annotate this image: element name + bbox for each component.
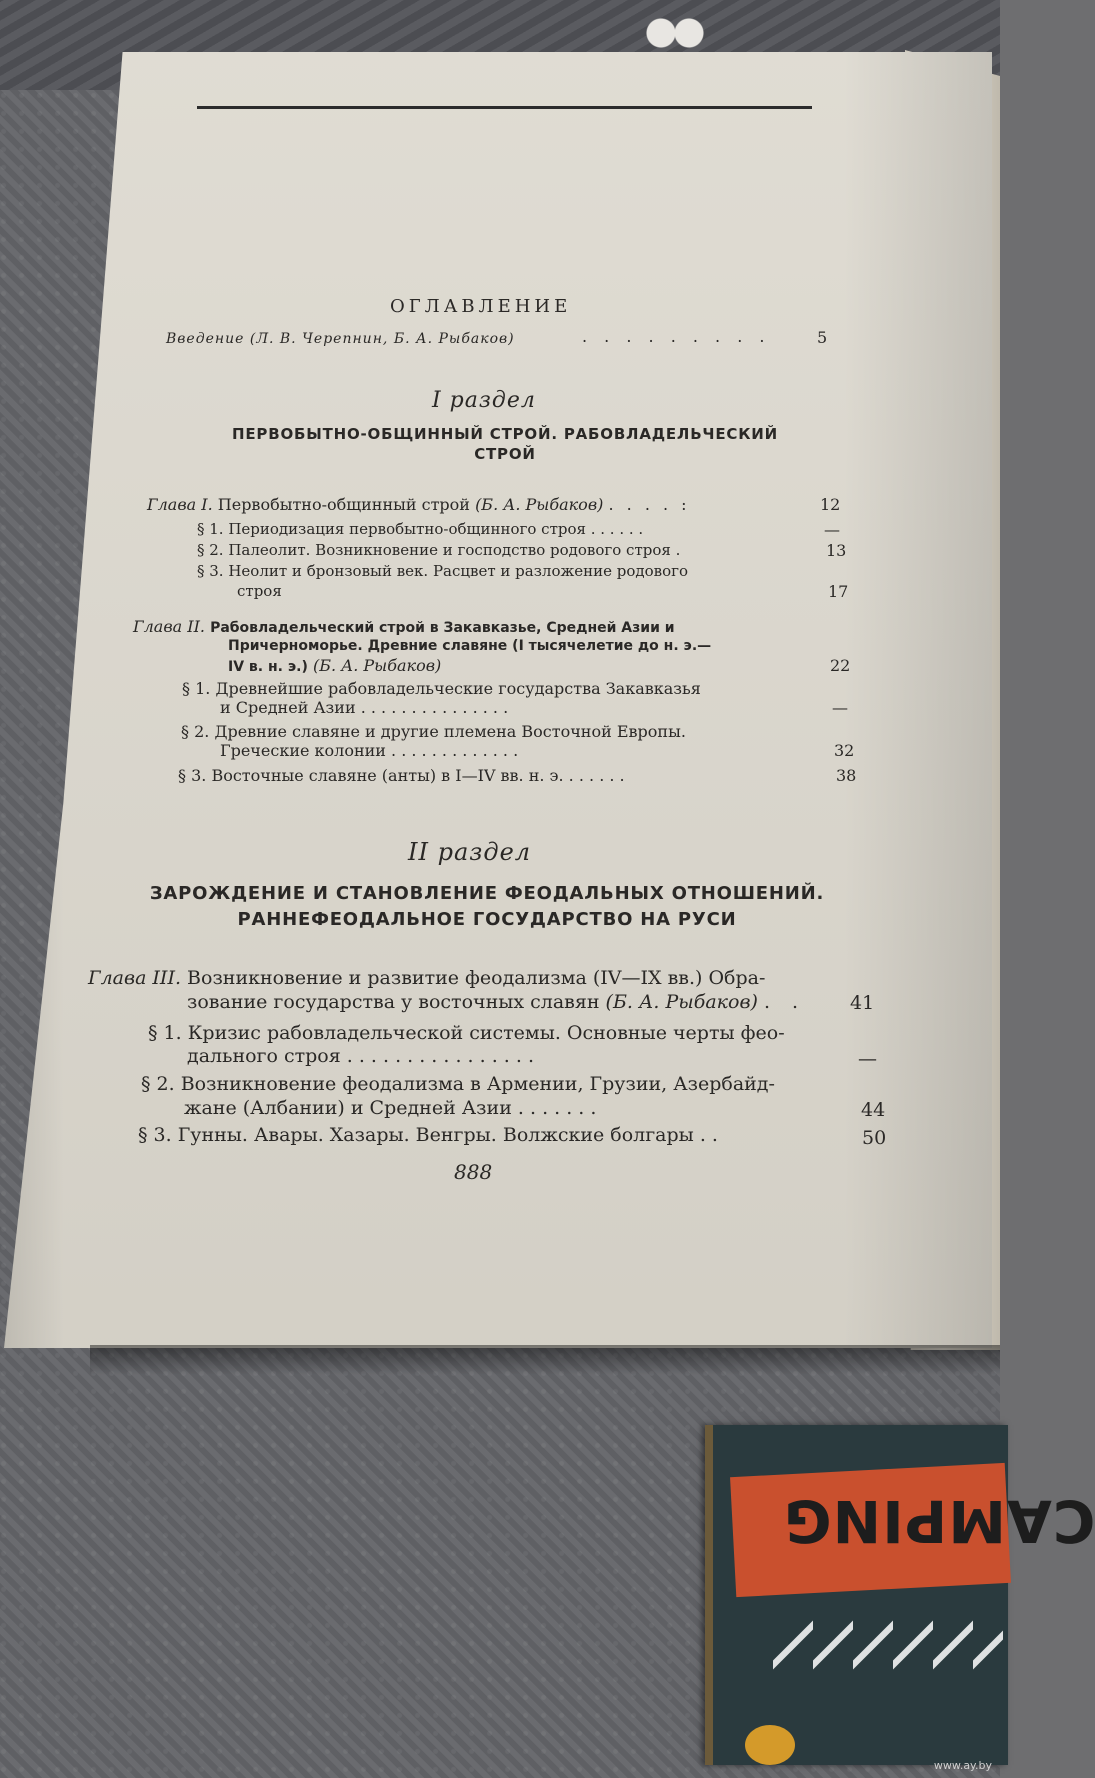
chapter3-entry bbox=[88, 969, 765, 988]
chapter3-item1: § 1. Кризис рабовладельческой системы. Основные черты фео- bbox=[148, 1022, 785, 1044]
section2-heading-line2: РАННЕФЕОДАЛЬНОЕ ГОСУДАРСТВО НА РУСИ bbox=[237, 909, 737, 930]
chapter3-line2: зование государства у восточных славян bbox=[187, 991, 600, 1013]
chapter2-item3: § 3. Восточные славяне (анты) в I—IV вв. н. э. . . . . . . bbox=[178, 766, 625, 785]
chapter2-line2: Причерноморье. Древние славяне (I тысячелетие до н. э.— bbox=[228, 638, 712, 654]
section2-heading-line1: ЗАРОЖДЕНИЕ И СТАНОВЛЕНИЕ ФЕОДАЛЬНЫХ ОТНОШЕНИЙ. bbox=[149, 883, 825, 904]
chapter2-item1: § 1. Древнейшие рабовладельческие государства Закавказья bbox=[182, 679, 701, 698]
chapter3-item2-cont: жане (Албании) и Средней Азии . . . . . . . bbox=[184, 1097, 597, 1119]
intro-page-number: 5 bbox=[817, 328, 828, 347]
page-folio-number: 888 bbox=[454, 1160, 493, 1184]
intro-entry: Введение (Л. В. Черепнин, Б. А. Рыбаков) bbox=[166, 331, 515, 347]
chapter1-leader-dots: . . . . : bbox=[608, 495, 691, 514]
chapter2-line3-text: IV в. н. э.) bbox=[228, 659, 308, 675]
chapter1-item2: § 2. Палеолит. Возникновение и господство родового строя . bbox=[197, 541, 681, 559]
matchbox-label: CAMPING bbox=[783, 1487, 1095, 1555]
chapter2-item2-cont: Греческие колонии . . . . . . . . . . . . . bbox=[220, 741, 519, 760]
chapter2-line1: Рабовладельческий строй в Закавказье, Средней Азии и bbox=[210, 620, 675, 636]
chapter3-author: (Б. А. Рыбаков) bbox=[605, 991, 758, 1013]
matchbox bbox=[705, 1425, 1095, 1765]
chapter2-item3-page: 38 bbox=[836, 766, 857, 785]
matchbox-seal-icon bbox=[745, 1725, 795, 1765]
chapter2-line3 bbox=[228, 658, 441, 674]
chapter3-line2-entry bbox=[187, 993, 806, 1012]
chapter2-item2: § 2. Древние славяне и другие племена Восточной Европы. bbox=[181, 722, 686, 741]
chapter1-item3: § 3. Неолит и бронзовый век. Расцвет и разложение родового bbox=[197, 562, 689, 580]
chapter3-item2: § 2. Возникновение феодализма в Армении, Грузии, Азербайд- bbox=[141, 1073, 775, 1095]
chapter3-item2-page: 44 bbox=[861, 1099, 886, 1121]
chapter3-item1-page: — bbox=[858, 1048, 877, 1070]
pine-trees-icon bbox=[773, 1615, 1003, 1695]
chapter1-page-number: 12 bbox=[820, 495, 841, 514]
intro-leader-dots: . . . . . . . . . bbox=[582, 327, 771, 346]
chapter1-entry bbox=[147, 497, 691, 513]
chapter1-item2-page: 13 bbox=[826, 541, 847, 560]
toc-title: ОГЛАВЛЕНИЕ bbox=[390, 296, 572, 317]
chapter3-leader-dots: . . bbox=[763, 991, 807, 1013]
section1-title: I раздел bbox=[432, 388, 536, 413]
chapter2-author: (Б. А. Рыбаков) bbox=[312, 656, 442, 675]
chapter2-entry bbox=[133, 619, 675, 635]
chapter2-item1-cont: и Средней Азии . . . . . . . . . . . . . . . bbox=[220, 698, 509, 717]
watermark: www.ay.by bbox=[933, 1759, 992, 1772]
chapter1-author: (Б. А. Рыбаков) bbox=[475, 495, 604, 514]
fabric-flower-pattern bbox=[640, 8, 710, 58]
chapter2-prefix: Глава II. bbox=[133, 617, 205, 636]
chapter3-item1-cont: дального строя . . . . . . . . . . . . . . . . bbox=[187, 1045, 534, 1067]
chapter3-item3-page: 50 bbox=[862, 1127, 887, 1149]
chapter3-prefix: Глава III. bbox=[88, 967, 181, 989]
section2-title: II раздел bbox=[408, 838, 532, 866]
chapter2-page-number: 22 bbox=[830, 656, 851, 675]
section1-heading-line2: СТРОЙ bbox=[474, 445, 536, 463]
chapter1-prefix: Глава I. bbox=[147, 495, 213, 514]
chapter1-item3-page: 17 bbox=[828, 582, 849, 601]
section1-heading-line1: ПЕРВОБЫТНО-ОБЩИННЫЙ СТРОЙ. РАБОВЛАДЕЛЬЧЕСКИЙ bbox=[232, 425, 778, 443]
chapter1-item1-page: — bbox=[824, 520, 840, 539]
chapter2-item2-page: 32 bbox=[834, 741, 855, 760]
header-rule bbox=[197, 106, 812, 109]
chapter1-item1: § 1. Периодизация первобытно-общинного строя . . . . . . bbox=[197, 520, 644, 538]
chapter1-item3-cont: строя bbox=[237, 582, 282, 600]
page-shadow bbox=[90, 1345, 1000, 1375]
chapter3-line1: Возникновение и развитие феодализма (IV—IX вв.) Обра- bbox=[187, 967, 766, 989]
chapter1-title: Первобытно-общинный строй bbox=[217, 495, 470, 514]
chapter3-item3: § 3. Гунны. Авары. Хазары. Венгры. Волжские болгары . . bbox=[138, 1124, 718, 1146]
chapter2-item1-page: — bbox=[832, 698, 848, 717]
chapter3-page-number: 41 bbox=[850, 992, 875, 1014]
